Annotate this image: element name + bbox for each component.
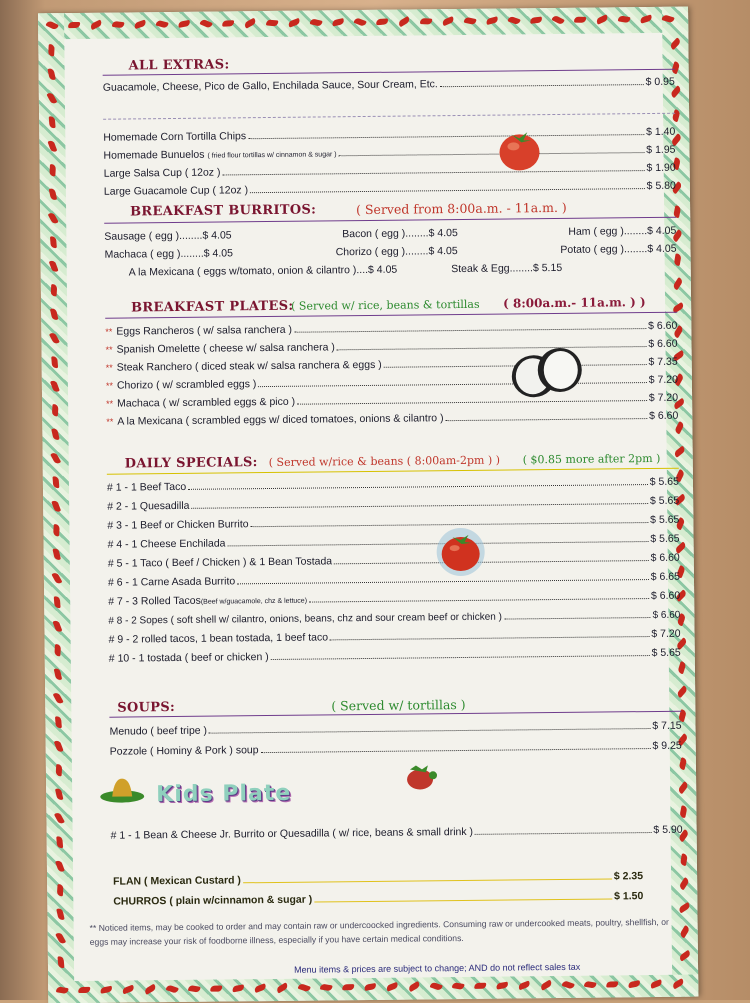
menu-item: Guacamole, Cheese, Pico de Gallo, Enchilada Sauce, Sour Cream, Etc. $ 0.95 [102,75,675,94]
menu-item: Ham ( egg )........$ 4.05 [568,224,677,238]
menu-item: ** Machaca ( w/ scrambled eggs & pico ) $ 7.20 [106,391,679,410]
specials-title: DAILY SPECIALS: [124,455,258,472]
extras-divider [103,113,675,120]
menu-item: CHURROS ( plain w/cinnamon & sugar ) $ 1.50 [113,890,644,908]
turtle-icon [402,763,438,793]
menu-item: # 10 - 1 tostada ( beef or chicken ) $ 5.65 [108,646,681,665]
menu-item: ** Eggs Rancheros ( w/ salsa ranchera ) $ 6.60 [105,319,678,338]
specials-extra: ( $0.85 more after 2pm ) [522,451,661,467]
menu-item: Homemade Bunuelos ( fried flour tortillas w/ cinnamon & sugar ) $ 1.95 [103,143,676,162]
burritos-row-3 [105,261,677,279]
menu-page [38,7,698,1003]
menu-content [89,47,684,998]
specials-subtitle: ( Served w/rice & beans ( 8:00am-2pm ) ) [268,453,501,470]
chili-pepper-icon [50,236,57,248]
menu-item: Steak & Egg........$ 5.15 [451,261,563,276]
menu-item: # 1 - 1 Beef Taco $ 5.65 [106,475,680,494]
menu-item: ** Chorizo ( w/ scrambled eggs ) $ 7.20 [105,373,678,392]
plates-hours: ( 8:00a.m.- 11a.m. ) ) [503,295,646,311]
chili-pepper-icon [48,44,55,56]
menu-item: Chorizo ( egg )........$ 4.05 [335,245,458,259]
notice-text: ** Noticed items, may be cooked to order and may contain raw or undercoocked ingredients. Consuming raw or undercooked meats, poultry, shellfish, or eggs may increase your risk of foodborne illness, especially if you have certain medical conditions. [89,916,669,947]
menu-item: # 7 - 3 Rolled Tacos (Beef w/guacamole, chz & lettuce) $ 6.60 [108,589,681,608]
menu-item: Potato ( egg )........$ 4.05 [560,242,677,256]
menu-item: Large Salsa Cup ( 12oz ) $ 1.90 [103,161,676,180]
burritos-title: BREAKFAST BURRITOS: [130,202,317,220]
menu-item: Bacon ( egg )........$ 4.05 [342,227,458,241]
menu-item: # 9 - 2 rolled tacos, 1 bean tostada, 1 beef taco $ 7.20 [108,627,681,646]
chili-pepper-icon [49,164,56,176]
burritos-row-2 [104,243,676,261]
soups-subtitle: ( Served w/ tortillas ) [331,696,466,714]
menu-item: Large Guacamole Cup ( 12oz ) $ 5.80 [103,179,676,198]
menu-item: # 3 - 1 Beef or Chicken Burrito $ 5.65 [107,513,680,532]
chili-pepper-icon [54,596,61,608]
burritos-row-1 [104,225,676,243]
menu-item: FLAN ( Mexican Custard ) $ 2.35 [113,870,644,888]
menu-item: ** Steak Ranchero ( diced steak w/ salsa ranchera & eggs ) $ 7.35 [105,355,678,374]
menu-item: Homemade Corn Tortilla Chips $ 1.40 [103,125,676,144]
menu-item: # 1 - 1 Bean & Cheese Jr. Burrito or Quesadilla ( w/ rice, beans & small drink ) $ 5.90 [110,823,683,842]
menu-item: ** A la Mexicana ( scrambled eggs w/ diced tomatoes, onions & cilantro ) $ 6.60 [106,409,679,428]
menu-item: # 4 - 1 Cheese Enchilada $ 5.65 [107,532,680,551]
menu-item: Pozzole ( Hominy & Pork ) soup $ 9.25 [109,739,682,758]
plates-title: BREAKFAST PLATES: [131,298,294,316]
chili-pepper-icon [54,644,61,656]
tomato-icon [433,525,488,578]
chili-pepper-icon [56,836,63,848]
extras-title: ALL EXTRAS: [128,57,230,74]
menu-item: A la Mexicana ( eggs w/tomato, onion & cilantro )....$ 4.05 [128,263,398,279]
kids-plate-title: Kids Plate [156,780,292,808]
tomato-icon [495,126,543,173]
menu-item: # 5 - 1 Taco ( Beef / Chicken ) & 1 Bean Tostada $ 6.60 [107,551,680,570]
chili-pepper-icon [49,116,56,128]
chili-pepper-icon [52,404,59,416]
chili-pepper-icon [51,356,58,368]
menu-item: ** Spanish Omelette ( cheese w/ salsa ranchera ) $ 6.60 [105,337,678,356]
menu-item: # 8 - 2 Sopes ( soft shell w/ cilantro, onions, beans, chz and sour cream beef or chicken ) $ 6.60 [108,609,681,627]
chili-pepper-icon [53,524,60,536]
chili-pepper-icon [57,884,64,896]
plates-subtitle: ( Served w/ rice, beans & tortillas [291,297,480,313]
menu-item: Machaca ( egg )........$ 4.05 [104,247,234,261]
sombrero-icon [98,774,146,805]
menu-item: Sausage ( egg )........$ 4.05 [104,229,232,243]
chili-pepper-icon [57,956,64,968]
burritos-subtitle: ( Served from 8:00a.m. - 11a.m. ) [356,199,567,218]
chili-pepper-icon [52,476,59,488]
chili-pepper-icon [55,716,62,728]
eggs-icon [506,344,587,403]
menu-item: Menudo ( beef tripe ) $ 7.15 [109,719,682,738]
soups-title: SOUPS: [117,700,176,716]
chili-pepper-icon [51,284,58,296]
notice-footer: Menu items & prices are subject to change; AND do not reflect sales tax [293,961,581,975]
menu-item: # 6 - 1 Carne Asada Burrito $ 6.65 [107,570,681,589]
menu-item: # 2 - 1 Quesadilla $ 5.65 [107,494,680,513]
chili-pepper-icon [56,764,63,776]
